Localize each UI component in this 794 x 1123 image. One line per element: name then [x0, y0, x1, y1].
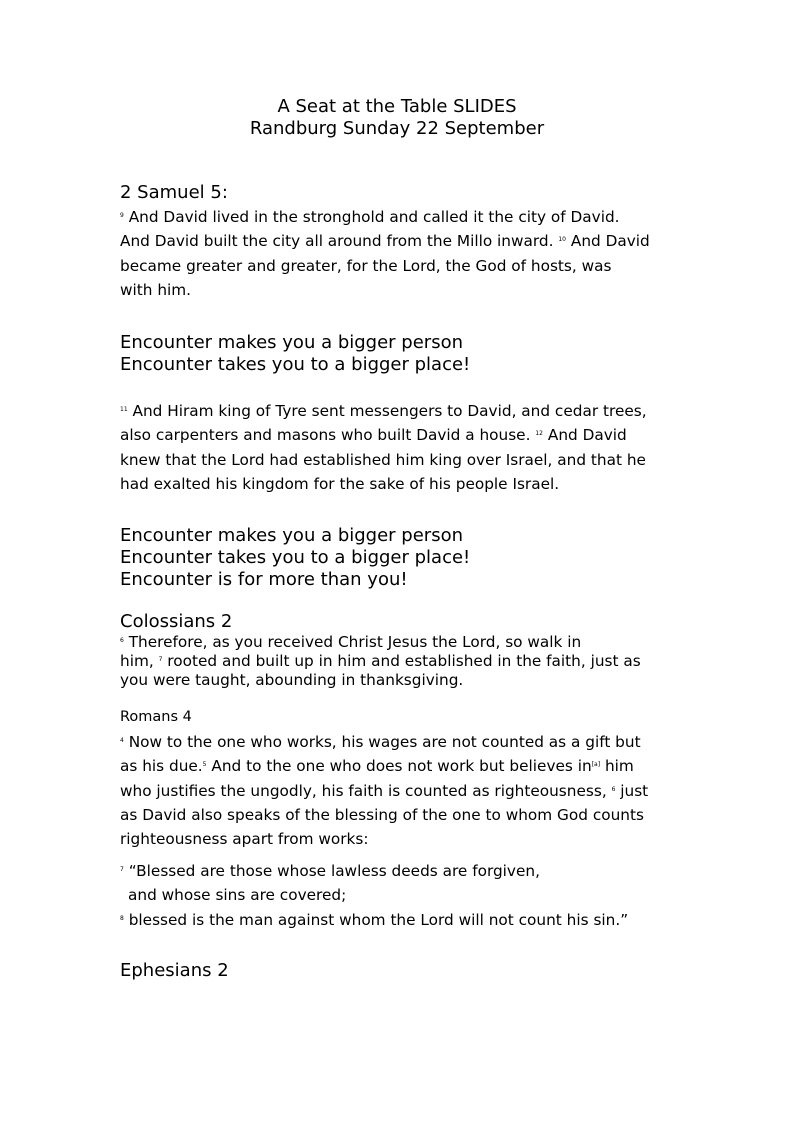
passage-line [120, 205, 680, 229]
heading-2-samuel-5: 2 Samuel 5: [120, 182, 228, 203]
passage-text: who justifies the ungodly, his faith is counted as righteousness, [120, 781, 607, 800]
passage-text: And Hiram king of Tyre sent messengers to David, and cedar trees, [132, 402, 647, 420]
passage-text: Now to the one who works, his wages are not counted as a gift but [128, 733, 641, 751]
quote-text: blessed is the man against whom the Lord will not count his sin.” [128, 910, 629, 929]
passage-romans-4-4-6 [120, 730, 680, 851]
encounter-block-1 [120, 332, 470, 376]
passage-line [120, 633, 680, 652]
passage-line: righteousness apart from works: [120, 830, 369, 849]
footnote-marker[interactable]: [a] [591, 761, 601, 769]
passage-line: as David also speaks of the blessing of the one to whom God counts [120, 805, 644, 824]
passage-text: And David [570, 232, 650, 251]
verse-number: 5 [202, 761, 207, 769]
passage-line [120, 399, 680, 423]
passage-line: knew that the Lord had established him king over Israel, and that he [120, 450, 646, 469]
passage-line [120, 652, 680, 671]
passage-colossians-2 [120, 633, 680, 690]
passage-line [120, 779, 680, 803]
verse-number: 11 [120, 406, 128, 413]
passage-line [120, 730, 680, 754]
verse-number: 7 [158, 656, 163, 663]
verse-number: 8 [120, 914, 124, 922]
verse-number: 9 [120, 212, 124, 219]
verse-number: 10 [558, 236, 566, 244]
encounter-line: Encounter takes you to a bigger place! [120, 354, 471, 375]
encounter-line: Encounter is for more than you! [120, 569, 408, 590]
passage-text: And David lived in the stronghold and called it the city of David. [128, 208, 620, 226]
quote-text: “Blessed are those whose lawless deeds are forgiven, [128, 862, 540, 880]
passage-line: with him. [120, 280, 192, 299]
passage-text: And David [547, 426, 627, 445]
passage-text: as his due. [120, 757, 203, 776]
verse-number: 12 [535, 430, 543, 438]
title-line-2: Randburg Sunday 22 September [249, 118, 545, 139]
encounter-line: Encounter takes you to a bigger place! [120, 547, 471, 568]
passage-2-samuel-5-9-10 [120, 205, 680, 302]
passage-line: became greater and greater, for the Lord, the God of hosts, was [120, 256, 612, 275]
passage-2-samuel-5-11-12 [120, 399, 680, 496]
passage-text: Therefore, as you received Christ Jesus the Lord, so walk in [128, 633, 582, 651]
heading-ephesians-2: Ephesians 2 [120, 960, 229, 981]
encounter-line: Encounter makes you a bigger person [120, 525, 464, 546]
heading-romans-4: Romans 4 [120, 709, 192, 725]
verse-number: 4 [120, 737, 124, 744]
passage-text: him [604, 757, 634, 776]
passage-text: rooted and built up in him and established in the faith, just as [167, 652, 641, 670]
quote-line [120, 859, 680, 883]
heading-colossians-2: Colossians 2 [120, 611, 233, 632]
passage-line [120, 229, 680, 253]
passage-line: had exalted his kingdom for the sake of his people Israel. [120, 474, 560, 493]
encounter-line: Encounter makes you a bigger person [120, 332, 464, 353]
passage-line [120, 423, 680, 447]
quote-line [120, 908, 680, 932]
quote-line: and whose sins are covered; [128, 886, 347, 905]
passage-text: And to the one who does not work but believes in [211, 757, 592, 776]
verse-number: 6 [120, 637, 124, 644]
passage-text: And David built the city all around from the Millo inward. [120, 232, 554, 251]
passage-romans-4-7-8 [120, 859, 680, 932]
encounter-block-2 [120, 525, 470, 591]
passage-text: just [620, 781, 649, 800]
passage-text: him, [120, 652, 154, 670]
verse-number: 6 [611, 785, 616, 793]
passage-text: also carpenters and masons who built David a house. [120, 426, 531, 445]
passage-line [120, 754, 680, 778]
passage-line: you were taught, abounding in thanksgiving. [120, 671, 464, 689]
verse-number: 7 [120, 866, 124, 873]
title-line-1: A Seat at the Table SLIDES [277, 96, 517, 117]
document-title [0, 96, 794, 140]
